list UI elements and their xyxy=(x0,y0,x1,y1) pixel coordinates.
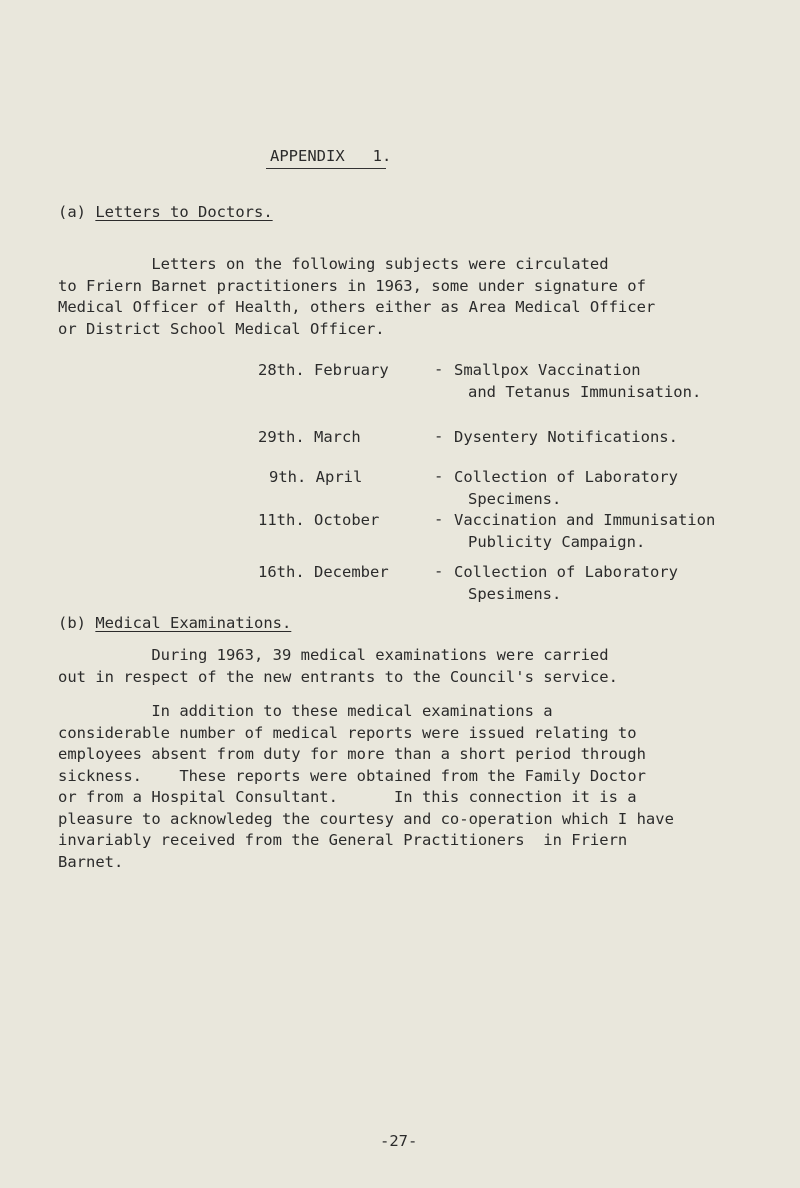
paragraph-line: pleasure to acknowledeg the courtesy and co-operation which I have xyxy=(58,809,674,828)
letter-subject xyxy=(454,427,678,449)
paragraph-line: In addition to these medical examinations a xyxy=(58,702,553,720)
intro-line: Letters on the following subjects were circulated xyxy=(58,255,609,273)
paragraph-line: sickness. These reports were obtained from the Family Doctor xyxy=(58,766,646,785)
appendix-heading: APPENDIX 1. xyxy=(270,147,392,165)
letter-subject-line: Publicity Campaign. xyxy=(468,532,646,551)
letter-subject-line: Dysentery Notifications. xyxy=(454,428,678,446)
section-a-intro xyxy=(58,254,758,340)
section-a-heading xyxy=(58,203,273,221)
letter-subject-line: Collection of Laboratory xyxy=(454,468,678,486)
heading-underline xyxy=(266,168,386,169)
letter-dash: - xyxy=(434,467,444,485)
paragraph-line: invariably received from the General Practitioners in Friern xyxy=(58,831,628,849)
section-b-title: Medical Examinations. xyxy=(95,614,292,632)
paragraph-line: Barnet. xyxy=(58,852,124,871)
letter-date: 28th. February xyxy=(258,361,389,379)
letter-subject xyxy=(454,510,715,553)
letter-subject-line: and Tetanus Immunisation. xyxy=(468,382,702,401)
letter-dash: - xyxy=(434,427,444,445)
intro-line: Medical Officer of Health, others either as Area Medical Officer xyxy=(58,298,656,316)
letter-dash: - xyxy=(434,562,444,580)
letter-subject-line: Collection of Laboratory xyxy=(454,563,678,581)
intro-line: or District School Medical Officer. xyxy=(58,319,385,338)
section-b-paragraph-2 xyxy=(58,701,758,873)
letter-dash: - xyxy=(434,360,444,378)
letter-date: 9th. April xyxy=(269,468,363,486)
letter-subject-line: Smallpox Vaccination xyxy=(454,361,641,379)
paragraph-line: or from a Hospital Consultant. In this connection it is a xyxy=(58,788,637,806)
intro-line: to Friern Barnet practitioners in 1963, some under signature of xyxy=(58,276,646,295)
paragraph-line: considerable number of medical reports were issued relating to xyxy=(58,723,637,742)
letter-subject xyxy=(454,467,678,510)
section-b-heading xyxy=(58,614,291,632)
section-b-paragraph-1 xyxy=(58,645,758,688)
section-a-label: (a) xyxy=(58,203,86,221)
letter-subject xyxy=(454,360,701,403)
letter-dash: - xyxy=(434,510,444,528)
letter-date: 11th. October xyxy=(258,511,380,529)
paragraph-line: out in respect of the new entrants to the Council's service. xyxy=(58,667,618,686)
letter-date: 29th. March xyxy=(258,428,361,446)
letter-subject-line: Specimens. xyxy=(468,489,562,508)
paragraph-line: employees absent from duty for more than a short period through xyxy=(58,745,646,763)
section-a-title: Letters to Doctors. xyxy=(95,203,273,221)
paragraph-line: During 1963, 39 medical examinations were carried xyxy=(58,646,609,664)
letter-subject-line: Spesimens. xyxy=(468,584,562,603)
letter-subject xyxy=(454,562,678,605)
section-b-label: (b) xyxy=(58,614,86,632)
page-number: -27- xyxy=(380,1132,418,1150)
letter-subject-line: Vaccination and Immunisation xyxy=(454,511,716,529)
letter-date: 16th. December xyxy=(258,563,389,581)
